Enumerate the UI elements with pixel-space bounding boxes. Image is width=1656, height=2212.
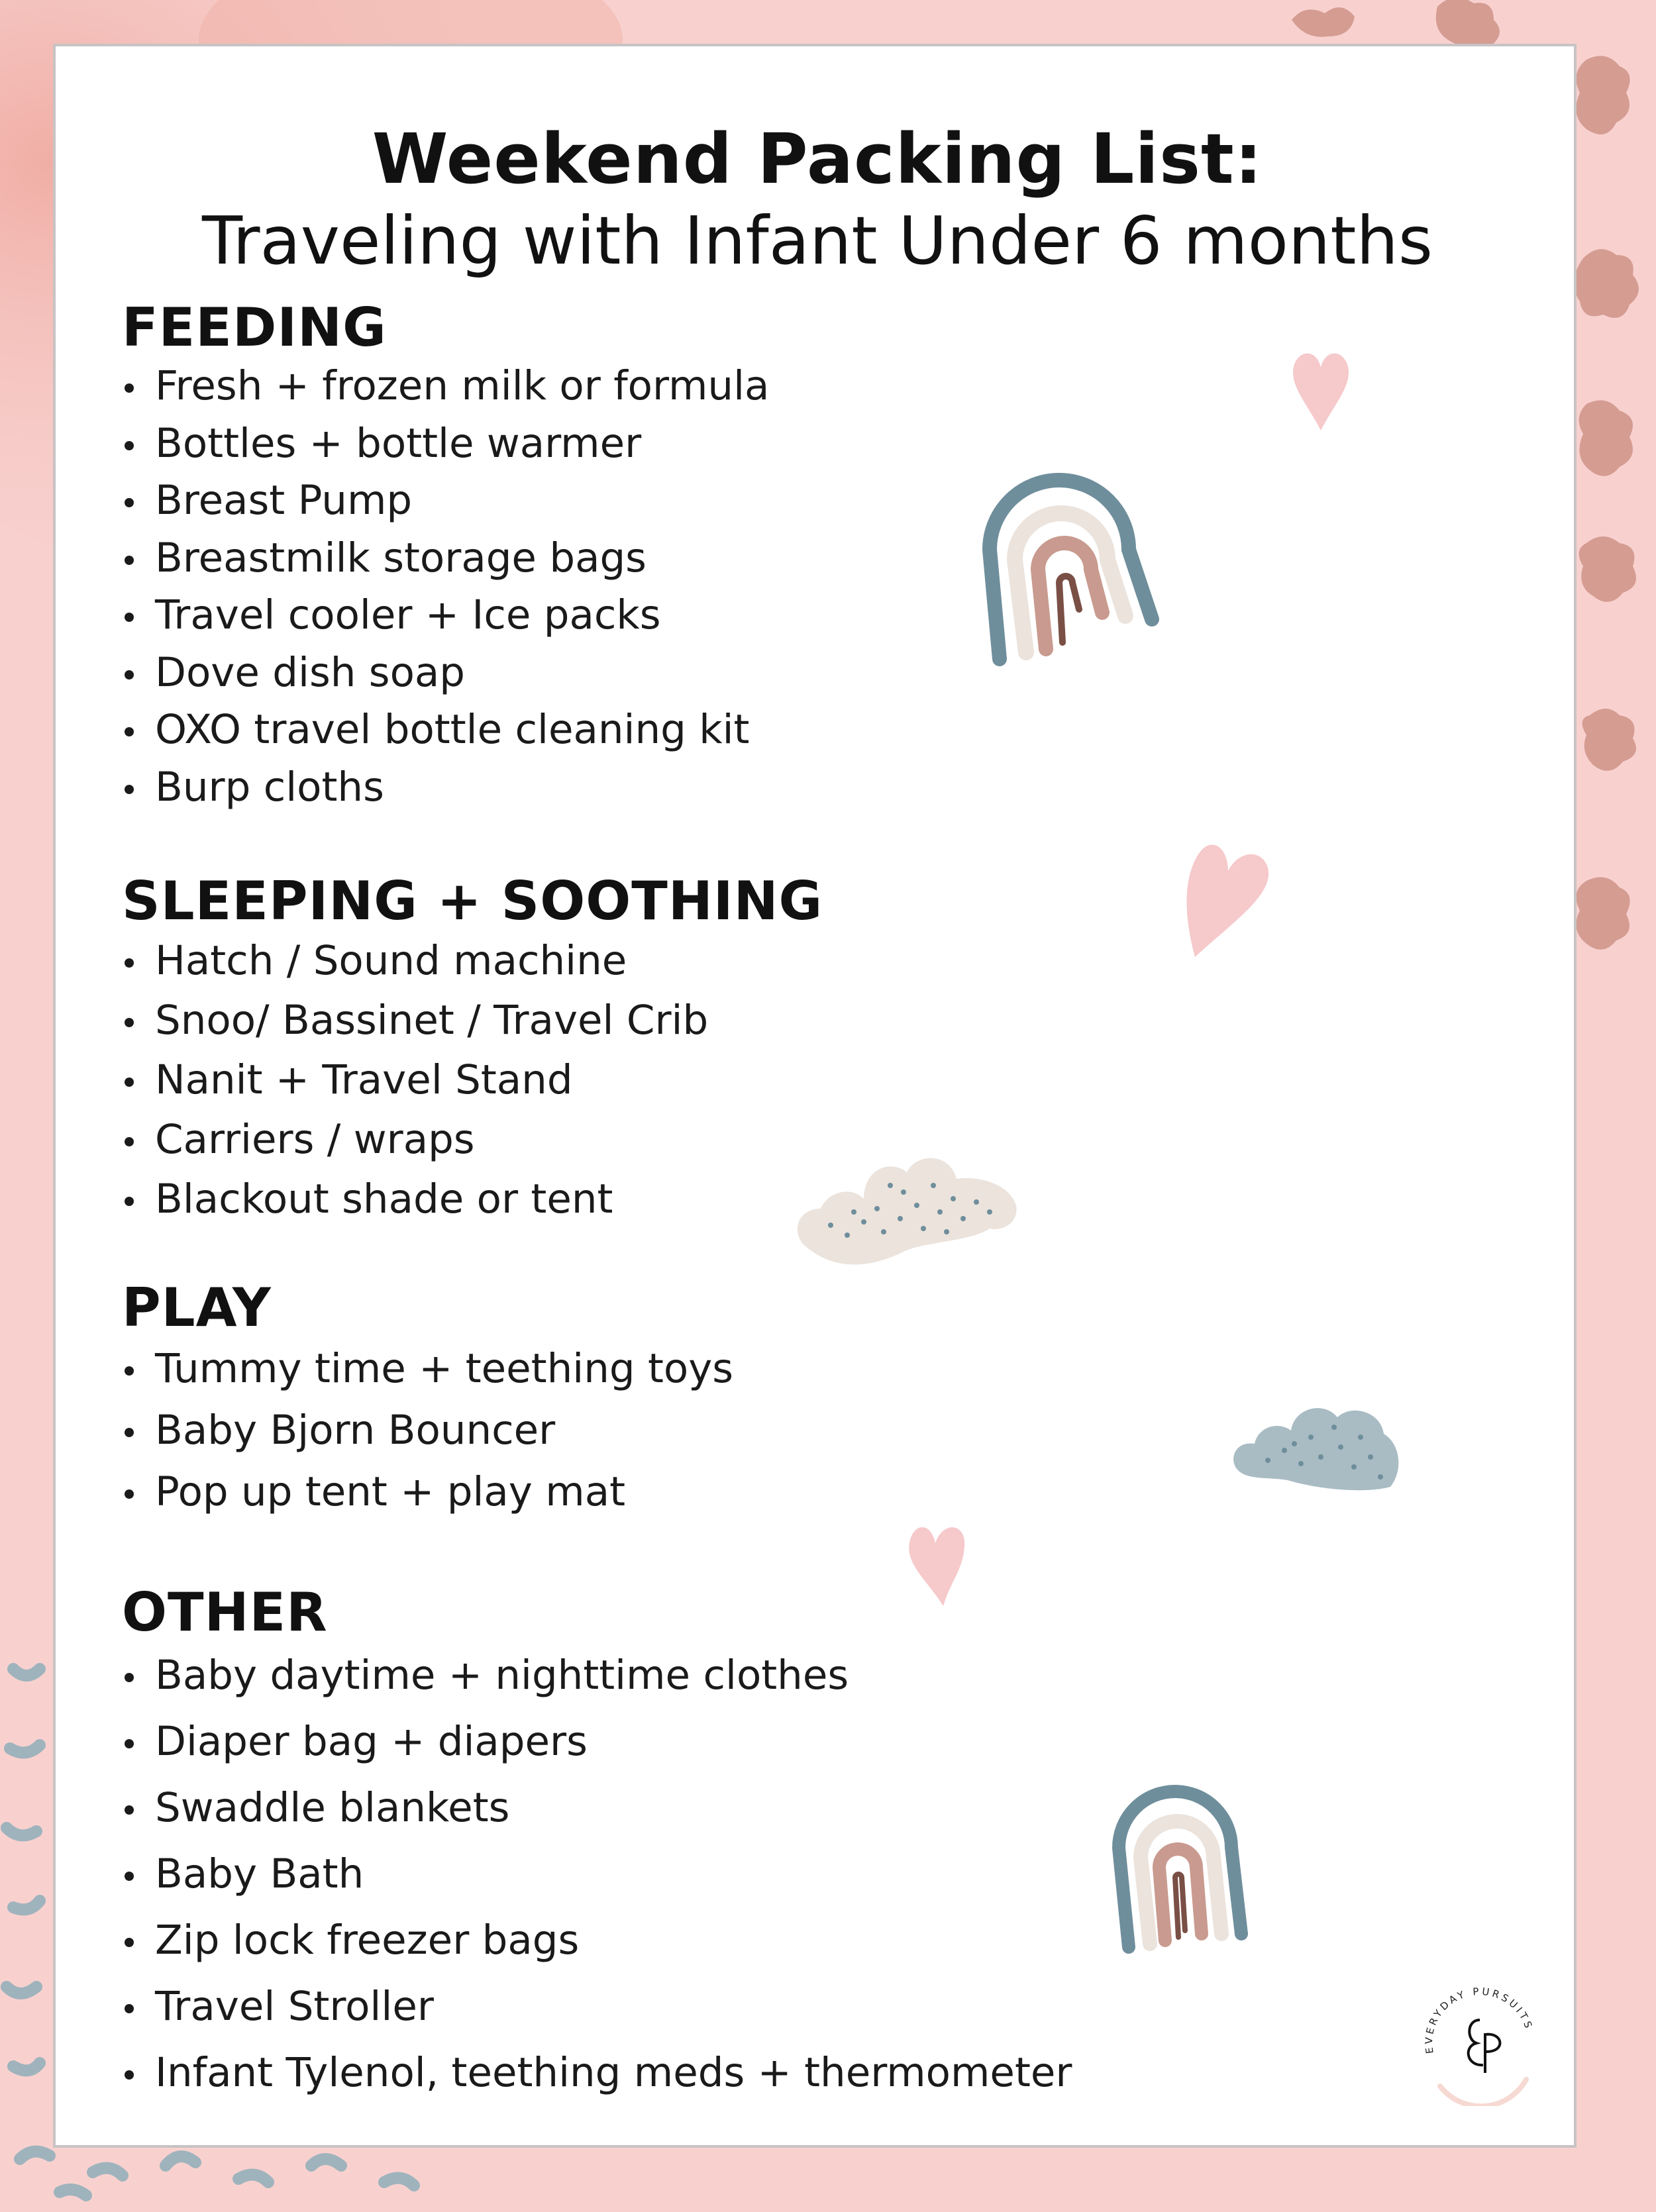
list-item: Travel Stroller bbox=[122, 1974, 1072, 2040]
dash-mark bbox=[10, 1745, 40, 1752]
list-item: Blackout shade or tent bbox=[122, 1170, 823, 1229]
svg-text:EVERYDAY PURSUITS: EVERYDAY PURSUITS bbox=[1422, 1985, 1535, 2054]
dash-mark bbox=[60, 2189, 86, 2195]
section-other bbox=[122, 1583, 1072, 2106]
list-item: Bottles + bottle warmer bbox=[122, 415, 769, 473]
section-feeding bbox=[122, 298, 769, 816]
dash-mark bbox=[13, 2063, 40, 2070]
heart-icon bbox=[904, 1517, 970, 1609]
dash-mark bbox=[93, 2168, 123, 2176]
brand-logo bbox=[1414, 1974, 1546, 2106]
dash-mark bbox=[13, 1669, 40, 1676]
list-item: Baby daytime + nighttime clothes bbox=[122, 1642, 1072, 1709]
blob-shape bbox=[1579, 400, 1633, 476]
blob-shape bbox=[1292, 7, 1355, 37]
title-block bbox=[56, 119, 1579, 283]
heart-icon bbox=[1182, 834, 1274, 960]
blob-shape bbox=[1576, 56, 1630, 134]
item-list bbox=[122, 931, 823, 1229]
list-item: Dove dish soap bbox=[122, 644, 769, 702]
list-item: Zip lock freezer bags bbox=[122, 1907, 1072, 1974]
page-title: Weekend Packing List: bbox=[372, 119, 1263, 199]
cloud-icon bbox=[1228, 1397, 1407, 1510]
blob-shape bbox=[1582, 709, 1636, 771]
heart-icon bbox=[1288, 344, 1354, 437]
section-heading: PLAY bbox=[122, 1277, 272, 1338]
section-play bbox=[122, 1278, 733, 1523]
blob-shape bbox=[1574, 249, 1639, 318]
list-item: Burp cloths bbox=[122, 759, 769, 817]
list-item: Tummy time + teething toys bbox=[122, 1338, 733, 1399]
list-item: Breast Pump bbox=[122, 472, 769, 530]
list-item: OXO travel bottle cleaning kit bbox=[122, 701, 769, 759]
dash-mark bbox=[7, 1987, 36, 1993]
section-heading: OTHER bbox=[122, 1582, 328, 1643]
dash-mark bbox=[13, 1901, 40, 1909]
blob-shape bbox=[1576, 877, 1630, 950]
blob-shape bbox=[1436, 0, 1500, 49]
list-item: Fresh + frozen milk or formula bbox=[122, 358, 769, 415]
list-item: Hatch / Sound machine bbox=[122, 931, 823, 991]
list-item: Diaper bag + diapers bbox=[122, 1709, 1072, 1775]
list-item: Travel cooler + Ice packs bbox=[122, 587, 769, 644]
list-item: Swaddle blankets bbox=[122, 1775, 1072, 1841]
dash-mark bbox=[166, 2156, 195, 2166]
rainbow-icon bbox=[970, 450, 1168, 669]
item-list bbox=[122, 358, 769, 816]
packing-list-card bbox=[53, 44, 1577, 2148]
section-heading: SLEEPING + SOOTHING bbox=[122, 870, 823, 932]
list-item: Carriers / wraps bbox=[122, 1110, 823, 1170]
dash-mark bbox=[384, 2178, 414, 2186]
list-item: Snoo/ Bassinet / Travel Crib bbox=[122, 991, 823, 1050]
item-list bbox=[122, 1642, 1072, 2106]
dash-mark bbox=[20, 2152, 50, 2159]
section-sleeping-soothing bbox=[122, 872, 823, 1229]
dash-mark bbox=[311, 2159, 341, 2166]
rainbow-icon bbox=[1102, 1768, 1261, 1960]
list-item: Breastmilk storage bags bbox=[122, 530, 769, 587]
list-item: Nanit + Travel Stand bbox=[122, 1050, 823, 1110]
list-item: Baby Bath bbox=[122, 1841, 1072, 1907]
dash-mark bbox=[7, 1828, 36, 1835]
section-heading: FEEDING bbox=[122, 297, 387, 358]
list-item: Infant Tylenol, teething meds + thermometer bbox=[122, 2040, 1072, 2106]
dash-mark bbox=[238, 2175, 268, 2182]
cloud-icon bbox=[791, 1146, 1023, 1278]
page-subtitle: Traveling with Infant Under 6 months bbox=[202, 202, 1433, 279]
list-item: Baby Bjorn Bouncer bbox=[122, 1399, 733, 1461]
list-item: Pop up tent + play mat bbox=[122, 1461, 733, 1523]
blob-shape bbox=[1579, 536, 1636, 602]
item-list bbox=[122, 1338, 733, 1523]
